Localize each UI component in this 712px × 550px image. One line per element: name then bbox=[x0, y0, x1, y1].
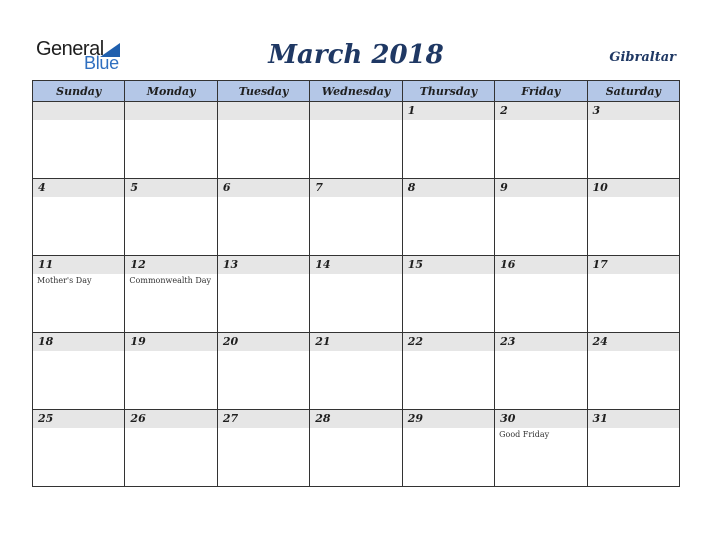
day-number-bar bbox=[495, 410, 586, 428]
day-cell bbox=[217, 102, 309, 179]
day-cell bbox=[587, 410, 679, 487]
day-cell bbox=[33, 410, 125, 487]
logo-text-blue: Blue bbox=[84, 53, 119, 73]
weekday-header: Tuesday bbox=[217, 81, 309, 102]
day-cell bbox=[495, 333, 587, 410]
day-cell bbox=[495, 179, 587, 256]
day-number: 10 bbox=[592, 181, 608, 194]
holiday-label bbox=[125, 120, 216, 122]
day-cell bbox=[587, 333, 679, 410]
day-number-bar bbox=[310, 179, 401, 197]
holiday-label bbox=[310, 428, 401, 430]
day-cell bbox=[125, 410, 217, 487]
holiday-label bbox=[310, 197, 401, 199]
day-number: 12 bbox=[130, 258, 146, 271]
day-cell bbox=[310, 410, 402, 487]
day-number: 16 bbox=[500, 258, 516, 271]
day-cell bbox=[33, 179, 125, 256]
day-number: 27 bbox=[222, 412, 239, 425]
holiday-label bbox=[125, 351, 216, 353]
holiday-label bbox=[495, 120, 586, 122]
weekday-header: Friday bbox=[495, 81, 587, 102]
holiday-label bbox=[310, 120, 401, 122]
day-cell bbox=[125, 333, 217, 410]
holiday-label bbox=[218, 274, 309, 276]
day-cell bbox=[402, 179, 494, 256]
day-cell bbox=[310, 256, 402, 333]
day-number-bar bbox=[588, 256, 679, 274]
day-number-bar bbox=[588, 410, 679, 428]
week-row bbox=[33, 102, 680, 179]
day-number: 15 bbox=[407, 258, 423, 271]
day-number-bar bbox=[33, 333, 124, 351]
day-number-bar bbox=[588, 179, 679, 197]
holiday-label bbox=[125, 197, 216, 199]
day-cell bbox=[495, 256, 587, 333]
day-number: 21 bbox=[315, 335, 331, 348]
week-row bbox=[33, 410, 680, 487]
day-number: 9 bbox=[500, 181, 508, 194]
logo-text-general: General bbox=[36, 38, 104, 60]
holiday-label: Mother's Day bbox=[37, 276, 92, 285]
day-number-bar bbox=[310, 333, 401, 351]
day-cell bbox=[587, 256, 679, 333]
day-number-bar bbox=[33, 102, 124, 120]
holiday-label bbox=[403, 351, 494, 353]
holiday-label bbox=[218, 120, 309, 122]
holiday-label bbox=[33, 428, 124, 430]
day-number-bar bbox=[125, 179, 216, 197]
country-name: Gibraltar bbox=[609, 50, 676, 65]
day-number-bar bbox=[33, 256, 124, 274]
weekday-header: Saturday bbox=[587, 81, 679, 102]
day-cell bbox=[125, 179, 217, 256]
holiday-label bbox=[33, 120, 124, 122]
holiday-label bbox=[33, 197, 124, 199]
holiday-label bbox=[588, 197, 679, 199]
holiday-label: Good Friday bbox=[499, 430, 550, 439]
holiday-label bbox=[588, 351, 679, 353]
day-number-bar bbox=[495, 179, 586, 197]
day-number: 1 bbox=[407, 104, 416, 117]
day-number-bar bbox=[125, 410, 216, 428]
day-number-bar bbox=[403, 410, 494, 428]
day-number: 24 bbox=[592, 335, 608, 348]
holiday-label bbox=[588, 120, 679, 122]
day-number-bar bbox=[218, 333, 309, 351]
day-number-bar bbox=[218, 410, 309, 428]
day-cell bbox=[310, 333, 402, 410]
holiday-label bbox=[403, 197, 494, 199]
holiday-label bbox=[218, 197, 309, 199]
day-cell bbox=[310, 102, 402, 179]
day-cell bbox=[33, 333, 125, 410]
day-number-bar bbox=[125, 256, 216, 274]
week-row bbox=[33, 179, 680, 256]
day-cell bbox=[125, 102, 217, 179]
day-number: 13 bbox=[222, 258, 239, 271]
day-cell bbox=[495, 102, 587, 179]
day-number-bar bbox=[403, 179, 494, 197]
day-number-bar bbox=[403, 333, 494, 351]
day-cell bbox=[33, 256, 125, 333]
day-number-bar bbox=[218, 256, 309, 274]
day-number: 5 bbox=[130, 181, 139, 194]
day-number-bar bbox=[33, 179, 124, 197]
holiday-label bbox=[218, 428, 309, 430]
day-cell bbox=[402, 256, 494, 333]
day-number: 4 bbox=[38, 181, 46, 194]
day-number: 20 bbox=[222, 335, 239, 348]
day-cell bbox=[402, 102, 494, 179]
day-cell bbox=[495, 410, 587, 487]
day-number: 29 bbox=[407, 412, 423, 425]
weekday-header: Wednesday bbox=[310, 81, 402, 102]
weekday-header: Monday bbox=[125, 81, 217, 102]
weekday-header-row bbox=[33, 81, 680, 102]
weekday-header: Thursday bbox=[402, 81, 494, 102]
day-number: 7 bbox=[315, 181, 323, 194]
day-cell bbox=[402, 333, 494, 410]
day-number-bar bbox=[33, 410, 124, 428]
day-number: 14 bbox=[315, 258, 331, 271]
day-number: 22 bbox=[407, 335, 423, 348]
day-number-bar bbox=[218, 179, 309, 197]
week-row bbox=[33, 256, 680, 333]
day-cell bbox=[217, 410, 309, 487]
holiday-label bbox=[33, 351, 124, 353]
day-number: 26 bbox=[130, 412, 146, 425]
day-cell bbox=[217, 179, 309, 256]
day-number-bar bbox=[495, 333, 586, 351]
day-number: 6 bbox=[222, 181, 231, 194]
day-number-bar bbox=[588, 333, 679, 351]
holiday-label bbox=[310, 351, 401, 353]
holiday-label bbox=[403, 274, 494, 276]
day-number: 3 bbox=[592, 104, 601, 117]
day-number-bar bbox=[310, 256, 401, 274]
day-number-bar bbox=[403, 256, 494, 274]
holiday-label bbox=[218, 351, 309, 353]
holiday-label bbox=[310, 274, 401, 276]
day-cell bbox=[217, 256, 309, 333]
day-number-bar bbox=[125, 102, 216, 120]
day-cell bbox=[310, 179, 402, 256]
day-number: 18 bbox=[38, 335, 54, 348]
holiday-label bbox=[403, 428, 494, 430]
day-number-bar bbox=[310, 410, 401, 428]
holiday-label bbox=[588, 428, 679, 430]
day-cell bbox=[33, 102, 125, 179]
holiday-label bbox=[403, 120, 494, 122]
holiday-label bbox=[495, 274, 586, 276]
holiday-label bbox=[495, 351, 586, 353]
day-cell bbox=[587, 102, 679, 179]
day-number-bar bbox=[218, 102, 309, 120]
day-number: 31 bbox=[592, 412, 608, 425]
calendar-title: March 2018 bbox=[268, 40, 444, 70]
day-number-bar bbox=[495, 256, 586, 274]
holiday-label bbox=[495, 197, 586, 199]
holiday-label bbox=[125, 428, 216, 430]
holiday-label: Commonwealth Day bbox=[129, 276, 212, 285]
day-number: 25 bbox=[38, 412, 54, 425]
holiday-label bbox=[588, 274, 679, 276]
day-cell bbox=[217, 333, 309, 410]
weekday-header: Sunday bbox=[33, 81, 125, 102]
day-number: 19 bbox=[130, 335, 146, 348]
day-number: 23 bbox=[500, 335, 516, 348]
day-number-bar bbox=[403, 102, 494, 120]
day-cell bbox=[125, 256, 217, 333]
week-row bbox=[33, 333, 680, 410]
day-cell bbox=[402, 410, 494, 487]
day-number: 17 bbox=[592, 258, 608, 271]
day-number: 11 bbox=[38, 258, 54, 271]
day-number-bar bbox=[588, 102, 679, 120]
day-number: 30 bbox=[500, 412, 516, 425]
day-number-bar bbox=[125, 333, 216, 351]
day-number: 8 bbox=[407, 181, 416, 194]
day-number-bar bbox=[310, 102, 401, 120]
day-number: 28 bbox=[315, 412, 331, 425]
day-number: 2 bbox=[500, 104, 508, 117]
day-cell bbox=[587, 179, 679, 256]
calendar-grid bbox=[32, 80, 680, 487]
day-number-bar bbox=[495, 102, 586, 120]
